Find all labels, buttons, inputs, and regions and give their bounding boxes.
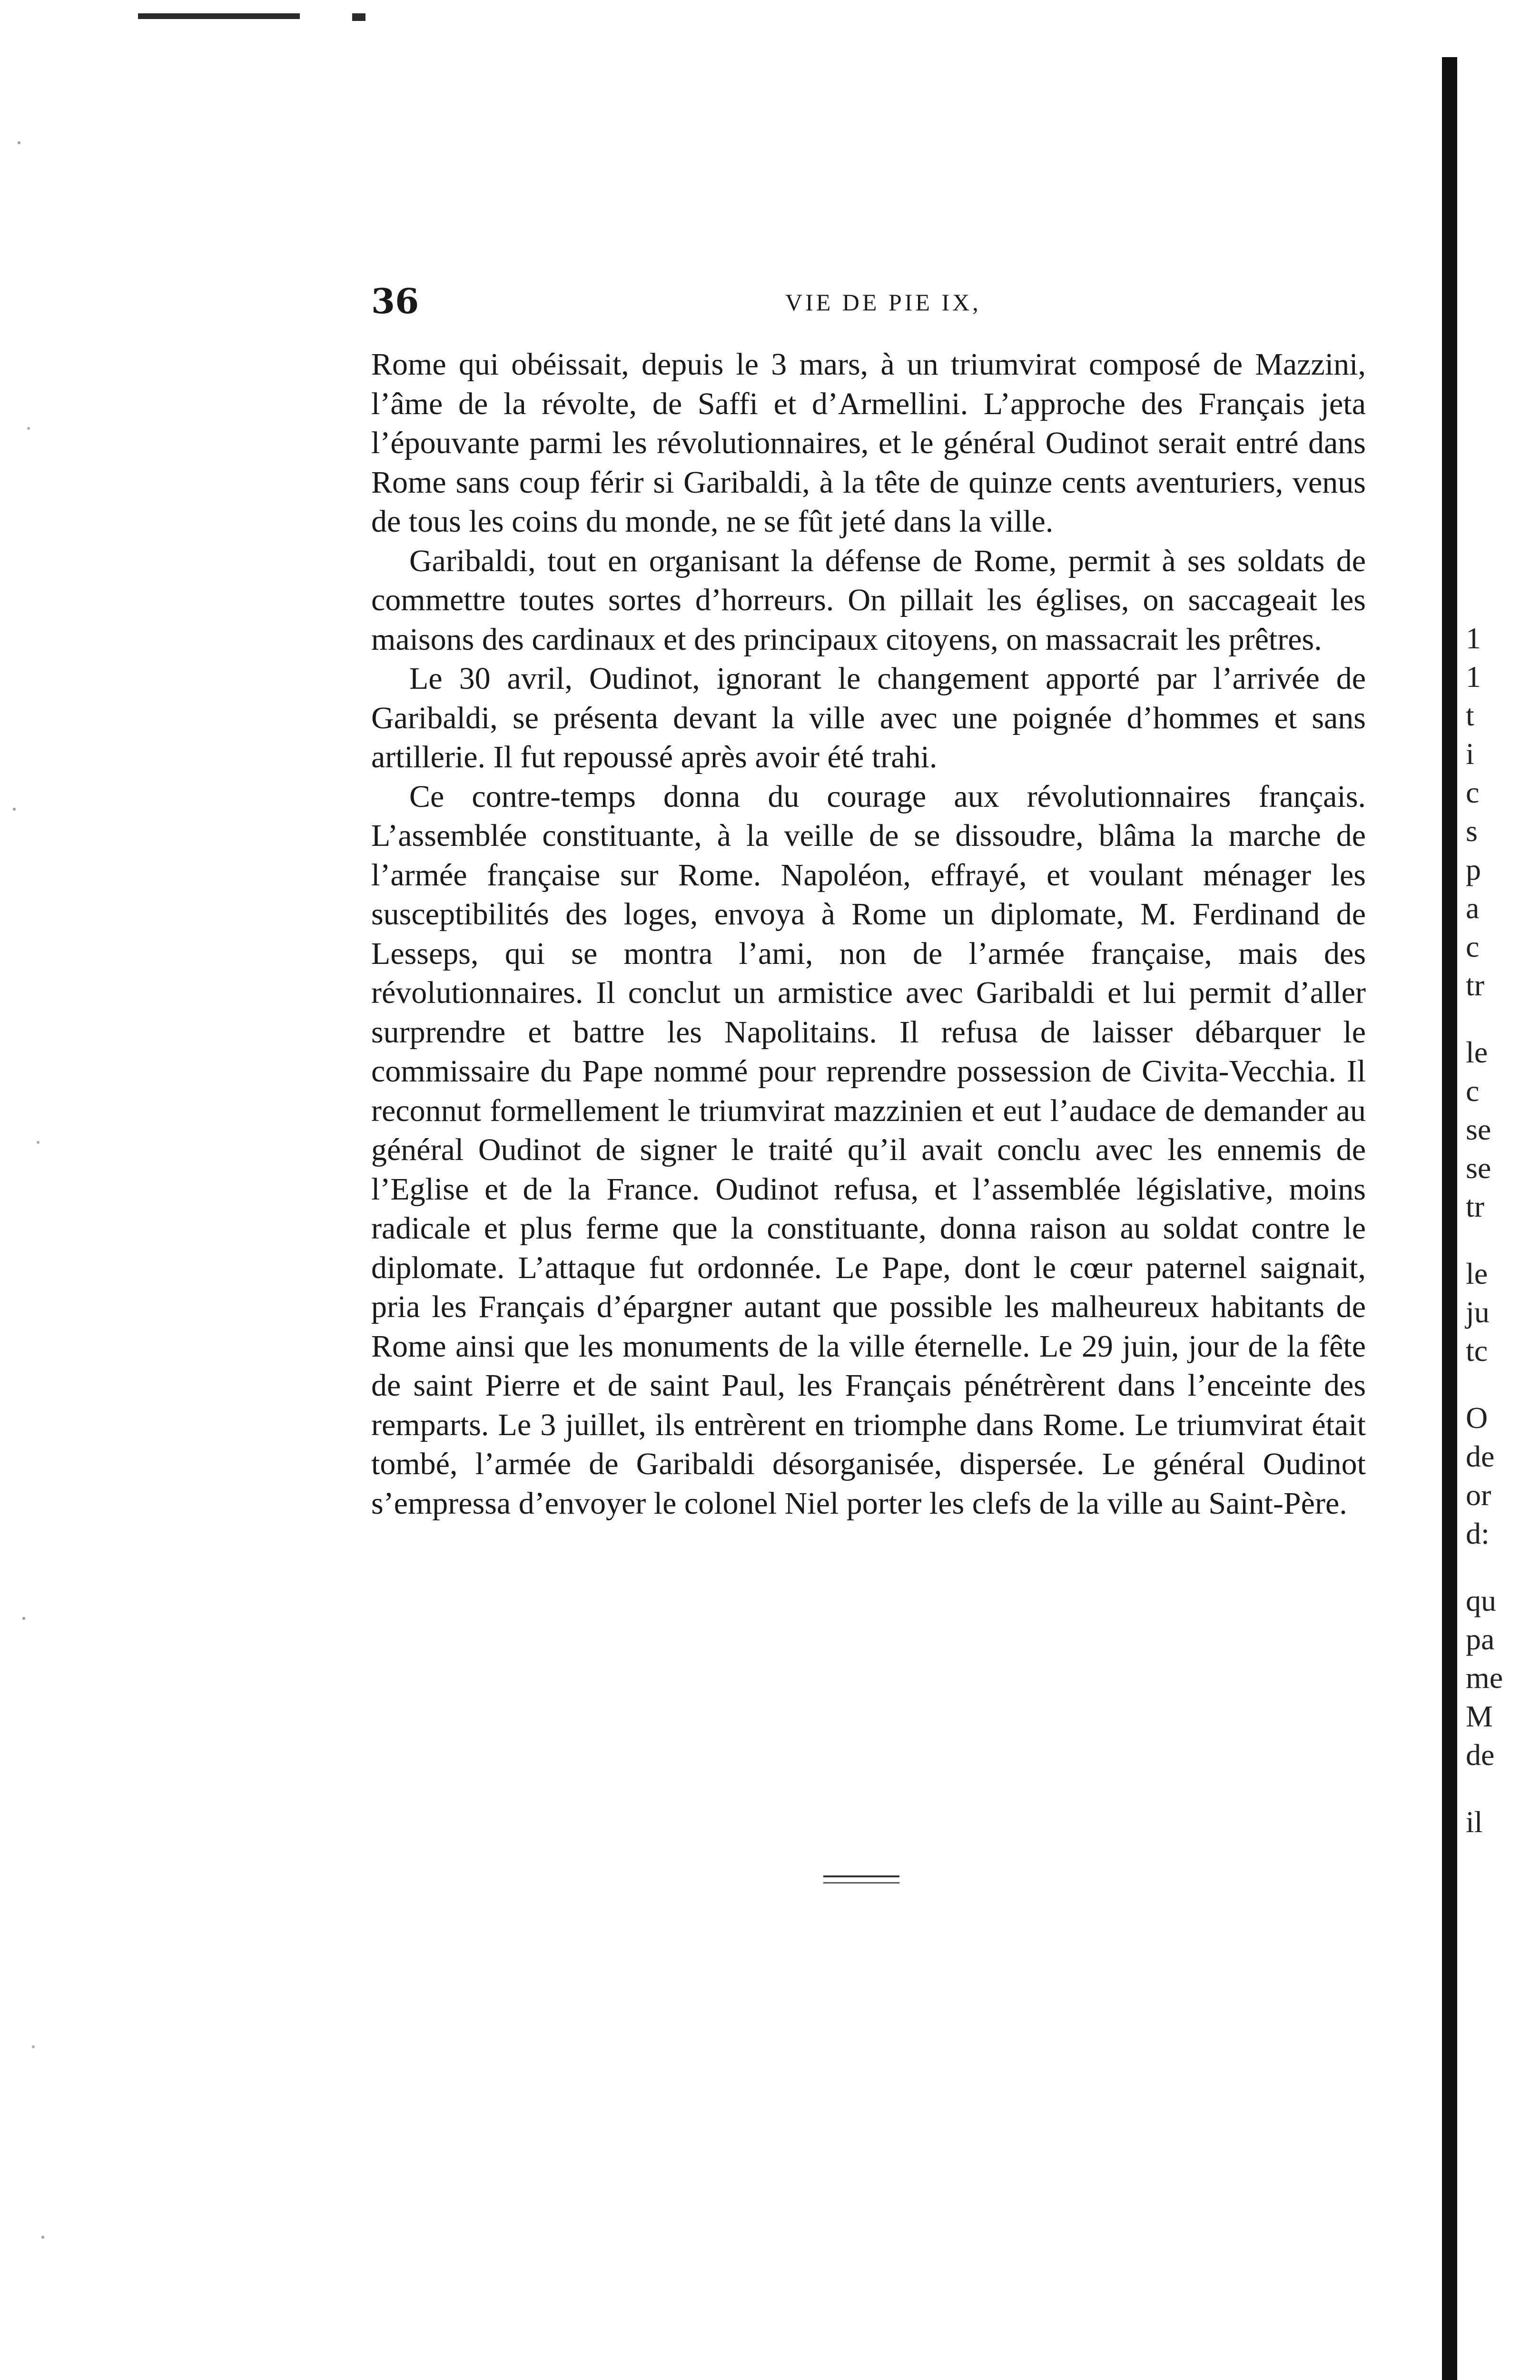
running-title: VIE DE PIE IX, bbox=[785, 289, 981, 316]
bleed-fragment: tr bbox=[1466, 968, 1485, 1002]
bleed-fragment: de bbox=[1466, 1439, 1495, 1473]
scan-artifact bbox=[352, 13, 365, 21]
body-text bbox=[371, 345, 1366, 1523]
paragraph: Le 30 avril, Oudinot, ignorant le changement apporté par l’arrivée de Garibaldi, se présenta devant la ville avec une poignée d’hommes et sans artillerie. Il fut repoussé après avoir été trahi. bbox=[371, 661, 1366, 774]
facing-page-bleed bbox=[1466, 619, 1540, 1841]
paragraph: Rome qui obéissait, depuis le 3 mars, à un triumvirat composé de Mazzini, l’âme de la révolte, de Saffi et d’Armellini. L’approche des Français jeta l’épouvante parmi les révolutionnaires, et le général Oudinot serait entré dans Rome sans coup férir si Garibaldi, à la tête de quinze cents aventuriers, venus de tous les coins du monde, ne se fût jeté dans la ville. bbox=[371, 347, 1366, 539]
bleed-fragment: de bbox=[1466, 1738, 1495, 1772]
bleed-fragment: se bbox=[1466, 1151, 1491, 1185]
bleed-fragment: c bbox=[1466, 775, 1480, 809]
bleed-fragment: i bbox=[1466, 737, 1474, 771]
bleed-fragment: O bbox=[1466, 1401, 1488, 1435]
bleed-fragment bbox=[1466, 1004, 1540, 1033]
bleed-fragment: t bbox=[1466, 698, 1474, 732]
bleed-fragment: il bbox=[1466, 1805, 1483, 1839]
bleed-fragment bbox=[1466, 1226, 1540, 1254]
scan-artifact bbox=[138, 13, 300, 19]
bleed-fragment: or bbox=[1466, 1478, 1491, 1512]
bleed-fragment: le bbox=[1466, 1035, 1488, 1069]
page-number: 36 bbox=[371, 281, 419, 321]
bleed-fragment bbox=[1466, 1553, 1540, 1581]
bleed-fragment: se bbox=[1466, 1112, 1491, 1146]
end-ornament-rule bbox=[823, 1875, 899, 1884]
paragraph: Ce contre-temps donna du courage aux révolutionnaires français. L’assemblée constituante, à la veille de se dissoudre, blâma la marche de l’armée française sur Rome. Napoléon, effrayé, et voulant ménager les susceptibilités des loges, envoya à Rome un diplomate, M. Ferdinand de Lesseps, qui se montra l’ami, non de l’armée française, mais des révolutionnaires. Il conclut un armistice avec Garibaldi et lui permit d’aller surprendre et battre les Napolitains. Il refusa de laisser débarquer le commissaire du Pape nommé pour reprendre possession de Civita-Vecchia. Il reconnut formellement le triumvirat mazzinien et eut l’audace de demander au général Oudinot de signer le traité qu’il avait conclu avec les ennemis de l’Eglise et de la France. Oudinot refusa, et l’assemblée législative, moins radicale et plus ferme que la constituante, donna raison au soldat contre le diplomate. L’attaque fut ordonnée. Le Pape, dont le cœur paternel saignait, pria les Français d’épargner autant que possible les malheureux habitants de Rome ainsi que les monuments de la ville éternelle. Le 29 juin, jour de la fête de saint Pierre et de saint Paul, les Français pénétrèrent dans l’enceinte des remparts. Le 3 juillet, ils entrèrent en triomphe dans Rome. Le triumvirat était tombé, l’armée de Garibaldi désorganisée, dispersée. Le général Oudinot s’empressa d’envoyer le colonel Niel porter les clefs de la ville au Saint-Père. bbox=[371, 779, 1366, 1521]
bleed-fragment: c bbox=[1466, 1074, 1480, 1108]
bleed-fragment: me bbox=[1466, 1661, 1503, 1695]
bleed-fragment: p bbox=[1466, 853, 1481, 886]
bleed-fragment: le bbox=[1466, 1257, 1488, 1290]
bleed-fragment bbox=[1466, 1774, 1540, 1803]
book-gutter-shadow bbox=[1442, 57, 1457, 2380]
bleed-fragment: tc bbox=[1466, 1334, 1488, 1368]
bleed-fragment: c bbox=[1466, 930, 1480, 963]
bleed-fragment: d: bbox=[1466, 1517, 1490, 1550]
paragraph: Garibaldi, tout en organisant la défense de Rome, permit à ses soldats de commettre toutes sortes d’horreurs. On pillait les églises, on saccageait les maisons des cardinaux et des principaux citoyens, on massacrait les prêtres. bbox=[371, 543, 1366, 657]
bleed-fragment: pa bbox=[1466, 1622, 1495, 1656]
bleed-fragment: a bbox=[1466, 891, 1480, 925]
bleed-fragment: ju bbox=[1466, 1295, 1490, 1329]
bleed-fragment: 1 bbox=[1466, 621, 1481, 655]
bleed-fragment: s bbox=[1466, 814, 1478, 848]
bleed-fragment: 1 bbox=[1466, 660, 1481, 694]
bleed-fragment bbox=[1466, 1370, 1540, 1398]
running-head bbox=[371, 276, 1371, 328]
scan-noise bbox=[0, 0, 62, 2380]
bleed-fragment: M bbox=[1466, 1699, 1493, 1733]
bleed-fragment: qu bbox=[1466, 1584, 1496, 1617]
bleed-fragment: tr bbox=[1466, 1190, 1485, 1223]
